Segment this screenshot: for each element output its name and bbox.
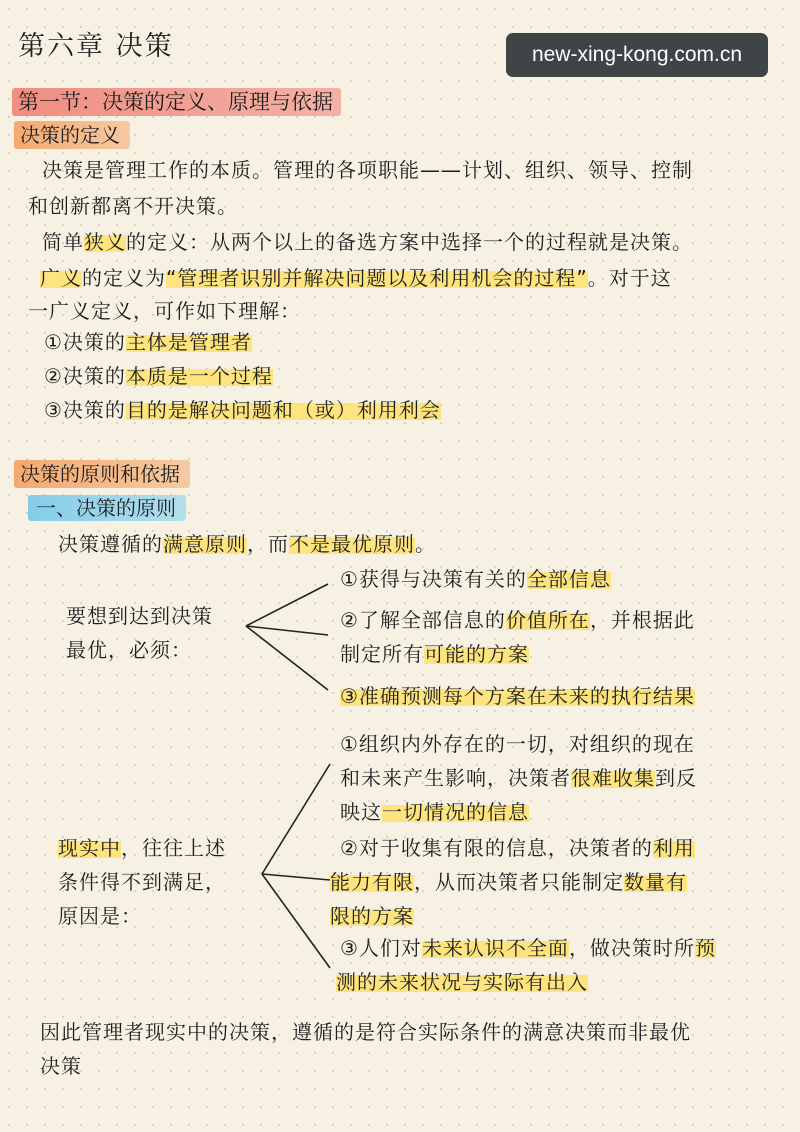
item-highlight: 本质是一个过程 [125, 364, 273, 388]
reason-3-line1 [340, 934, 716, 962]
reason-highlight: 预 [694, 936, 716, 960]
item-prefix: ②决策的 [44, 364, 126, 388]
reason-2-line3 [330, 902, 414, 930]
watermark-label: new-xing-kong.com.cn [506, 33, 768, 77]
optimal-condition-label-line1: 要想到达到决策 [66, 604, 213, 628]
reason-highlight: 一切情况的信息 [382, 800, 529, 824]
condition-highlight: 可能的方案 [424, 642, 529, 666]
condition-prefix: ①获得与决策有关的 [340, 567, 527, 591]
conclusion-line2: 决策 [40, 1054, 82, 1078]
reason-prefix: 和未来产生影响，决策者 [340, 766, 571, 790]
optimal-condition-label-line2: 最优，必须： [66, 638, 192, 662]
reason-post: 到反 [655, 766, 697, 790]
reason-highlight: 未来认识不全面 [421, 936, 569, 960]
broad-post: 。对于这 [587, 266, 672, 290]
reason-1-line3 [340, 798, 529, 826]
condition-2-line1 [340, 606, 695, 634]
section-heading: 第一节：决策的定义、原理与依据 [12, 88, 341, 116]
item-prefix: ③决策的 [44, 398, 126, 422]
reason-prefix: ③人们对 [340, 936, 422, 960]
condition-prefix: 制定所有 [340, 642, 424, 666]
page-title: 第六章 决策 [18, 31, 174, 62]
condition-2-line2 [340, 640, 529, 668]
reason-mid: ，做决策时所 [568, 936, 695, 960]
reason-1-line1: ①组织内外存在的一切，对组织的现在 [340, 732, 695, 756]
item-prefix: ①决策的 [44, 330, 126, 354]
reason-highlight: 限的方案 [330, 904, 414, 928]
principles-basis-heading: 决策的原则和依据 [14, 460, 190, 488]
narrow-highlight: 狭义 [84, 230, 126, 254]
reason-prefix: 映这 [340, 800, 382, 824]
condition-highlight: 价值所在 [505, 608, 590, 632]
reality-post: ，往往上述 [121, 836, 226, 860]
reason-2-line2 [330, 868, 687, 896]
broad-quote-highlight: “管理者识别并解决问题以及利用机会的过程” [166, 266, 588, 290]
condition-prefix: ②了解全部信息的 [340, 608, 506, 632]
not-optimal-highlight: 不是最优原则 [289, 532, 415, 556]
broad-definition-line2: 一广义定义，可作如下理解： [28, 299, 301, 323]
narrow-text: 的定义：从两个以上的备选方案中选择一个的过程就是决策。 [126, 230, 693, 254]
principle-mid: ，而 [247, 532, 289, 556]
principle-prefix: 决策遵循的 [58, 532, 163, 556]
reality-label-line2: 条件得不到满足， [58, 870, 226, 894]
reality-label-line1 [58, 834, 226, 862]
condition-1 [340, 565, 611, 593]
reality-highlight: 现实中 [58, 836, 121, 860]
reality-label-line3: 原因是： [58, 904, 142, 928]
conclusion-line1: 因此管理者现实中的决策，遵循的是符合实际条件的满意决策而非最优 [40, 1020, 691, 1044]
definition-heading: 决策的定义 [14, 121, 130, 149]
condition-3 [340, 682, 695, 710]
reason-highlight: 很难收集 [571, 766, 655, 790]
reason-prefix: ②对于收集有限的信息，决策者的 [340, 836, 653, 860]
item-highlight: 目的是解决问题和（或）利用利会 [125, 398, 441, 422]
reason-1-line2 [340, 764, 697, 792]
satisfaction-highlight: 满意原则 [163, 532, 247, 556]
reason-2-line1 [340, 834, 695, 862]
reason-highlight: 能力有限 [330, 870, 414, 894]
principles-subheading: 一、决策的原则 [28, 495, 186, 521]
broad-highlight: 广义 [40, 266, 82, 290]
narrow-prefix: 简单 [42, 230, 84, 254]
broad-mid: 的定义为 [82, 266, 166, 290]
condition-post: ，并根据此 [589, 608, 695, 632]
reason-highlight: 测的未来状况与实际有出入 [336, 970, 588, 994]
definition-paragraph-line2: 和创新都离不开决策。 [28, 194, 238, 218]
condition-highlight: ③准确预测每个方案在未来的执行结果 [340, 684, 695, 708]
reason-mid: ，从而决策者只能制定 [414, 870, 624, 894]
condition-highlight: 全部信息 [526, 567, 611, 591]
reason-highlight: 数量有 [624, 870, 687, 894]
reason-highlight: 利用 [652, 836, 695, 860]
principle-post: 。 [415, 532, 436, 556]
reason-3-line2 [336, 968, 588, 996]
item-highlight: 主体是管理者 [125, 330, 252, 354]
definition-paragraph-line1: 决策是管理工作的本质。管理的各项职能——计划、组织、领导、控制 [42, 158, 693, 182]
